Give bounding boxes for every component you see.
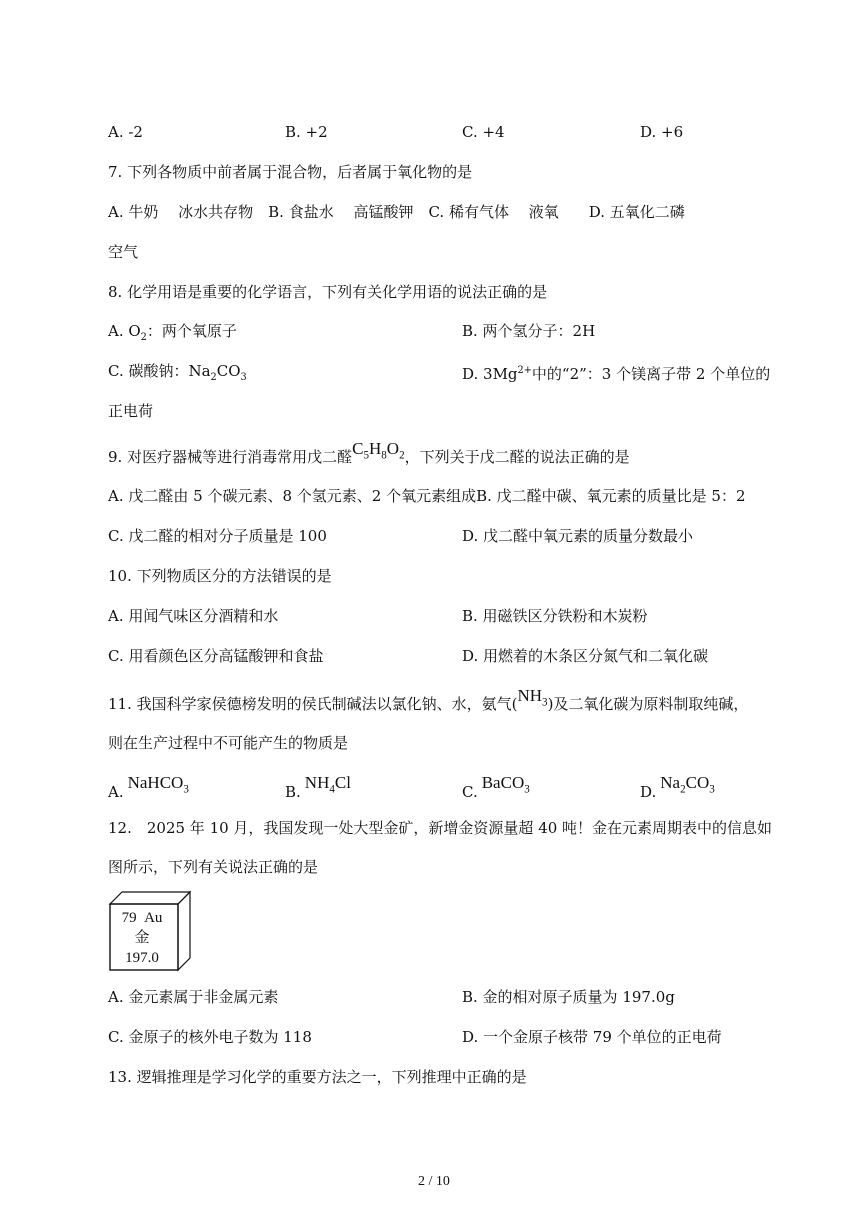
q7-options: A. 牛奶 冰水共存物 B. 食盐水 高锰酸钾 C. 稀有气体 液氧 D. 五氧化二磷: [108, 203, 685, 221]
q11-stem-suffix: )及二氧化碳为原料制取纯碱，: [547, 695, 749, 713]
q9-formula-n1: 5: [363, 449, 369, 462]
q10-option-d: D. 用燃着的木条区分氮气和二氧化碳: [462, 647, 709, 665]
q11-stem-line2: 则在生产过程中不可能产生的物质是: [108, 734, 349, 752]
q6-option-d: D. +6: [640, 123, 684, 141]
q9-formula-o: O: [386, 439, 400, 458]
q8-c-prefix: C. 碳酸钠：Na: [108, 362, 211, 380]
q11-a-label: A.: [108, 783, 124, 801]
element-number-symbol: [110, 909, 174, 928]
q11-nh: NH: [517, 686, 543, 705]
q11-d-f2: CO: [685, 773, 710, 792]
q12-option-c: C. 金原子的核外电子数为 118: [108, 1028, 312, 1046]
q9-formula-c: C: [352, 439, 364, 458]
q9-stem-prefix: 9. 对医疗器械等进行消毒常用戊二醛: [108, 448, 353, 466]
q6-option-c: C. +4: [462, 123, 505, 141]
q9-option-d: D. 戊二醛中氧元素的质量分数最小: [462, 527, 694, 545]
q11-b-s1: 4: [329, 783, 335, 796]
element-symbol: Au: [144, 910, 163, 926]
q11-option-a: [108, 773, 189, 799]
q8-option-d-continued: 正电荷: [108, 402, 154, 420]
q13-stem: 13. 逻辑推理是学习化学的重要方法之一，下列推理中正确的是: [108, 1068, 527, 1086]
q9-stem-suffix: ，下列关于戊二醛的说法正确的是: [404, 448, 630, 466]
q11-option-b: [285, 773, 351, 799]
q9-formula: [352, 439, 405, 462]
element-atomic-mass: 197.0: [125, 950, 159, 966]
q8-c-mid: CO: [216, 362, 241, 380]
element-name: 金: [134, 930, 150, 946]
q11-b-f1: NH: [304, 773, 330, 792]
q11-option-c: [462, 773, 530, 799]
q11-b-formula: [304, 773, 351, 796]
q8-stem: 8. 化学用语是重要的化学语言，下列有关化学用语的说法正确的是: [108, 283, 548, 301]
q8-a-subscript: 2: [140, 332, 147, 343]
q12-option-a: A. 金元素属于非金属元素: [108, 988, 279, 1006]
q12-option-b: B. 金的相对原子质量为 197.0g: [462, 988, 675, 1006]
element-atomic-number: 79: [121, 910, 137, 926]
q11-b-f2: Cl: [334, 773, 351, 792]
q8-c-subscript-2: 3: [240, 372, 247, 383]
q9-stem: [108, 439, 760, 473]
q9-option-c: C. 戊二醛的相对分子质量是 100: [108, 527, 327, 545]
q10-option-b: B. 用磁铁区分铁粉和木炭粉: [462, 607, 648, 625]
page-number: 2 / 10: [418, 1174, 450, 1189]
q11-d-formula: [660, 773, 715, 796]
q10-option-a: A. 用闻气味区分酒精和水: [108, 607, 279, 625]
q11-c-f1: BaCO: [481, 773, 525, 792]
q11-d-s1: 2: [680, 783, 686, 796]
q12-option-d: D. 一个金原子核带 79 个单位的正电荷: [462, 1028, 722, 1046]
q11-nh3-formula: [517, 686, 548, 709]
q11-nh-sub: 3: [542, 696, 548, 709]
q11-stem: [108, 686, 760, 720]
q11-c-s1: 3: [524, 783, 530, 796]
q8-option-b: B. 两个氢分子：2H: [462, 322, 596, 340]
q11-b-label: B.: [285, 783, 301, 801]
q8-a-prefix: A. O: [108, 322, 141, 340]
q11-c-formula: [481, 773, 530, 796]
q8-d-suffix: 中的“2”：3 个镁离子带 2 个单位的: [531, 365, 771, 383]
q8-option-d: [462, 361, 770, 384]
q10-stem: 10. 下列物质区分的方法错误的是: [108, 567, 332, 585]
q6-option-a: A. -2: [108, 123, 143, 141]
q7-options-continued: 空气: [108, 243, 139, 261]
q8-d-superscript: 2+: [517, 365, 532, 376]
q11-c-label: C.: [462, 783, 478, 801]
q8-option-c: [108, 361, 247, 388]
q11-stem-prefix: 11. 我国科学家侯德榜发明的侯氏制碱法以氯化钠、水，氨气(: [108, 695, 518, 713]
q11-d-s2: 3: [709, 783, 715, 796]
q11-a-s1: 3: [183, 783, 189, 796]
q9-options-ab: A. 戊二醛由 5 个碳元素、8 个氢元素、2 个氧元素组成B. 戊二醛中碳、氧元素的质量比是 5：2: [108, 487, 746, 505]
q11-d-label: D.: [640, 783, 657, 801]
q9-formula-n3: 2: [399, 449, 405, 462]
q12-stem: 12. 2025 年 10 月，我国发现一处大型金矿，新增金资源量超 40 吨！金在元素周期表中的信息如: [108, 819, 773, 837]
q7-stem: 7. 下列各物质中前者属于混合物，后者属于氧化物的是: [108, 163, 473, 181]
q8-a-suffix: ：两个氧原子: [146, 322, 237, 340]
q9-formula-h: H: [368, 439, 382, 458]
q8-d-prefix: D. 3Mg: [462, 365, 518, 383]
q11-option-d: [640, 773, 715, 799]
q11-d-f1: Na: [660, 773, 681, 792]
q11-a-formula: [127, 773, 189, 796]
q8-option-a: [108, 321, 237, 348]
q6-option-b: B. +2: [285, 123, 328, 141]
q10-option-c: C. 用看颜色区分高锰酸钾和食盐: [108, 647, 324, 665]
q12-stem-line2: 图所示，下列有关说法正确的是: [108, 858, 319, 876]
q9-formula-n2: 8: [381, 449, 387, 462]
q8-c-subscript-1: 2: [210, 372, 217, 383]
q11-a-f1: NaHCO: [127, 773, 184, 792]
